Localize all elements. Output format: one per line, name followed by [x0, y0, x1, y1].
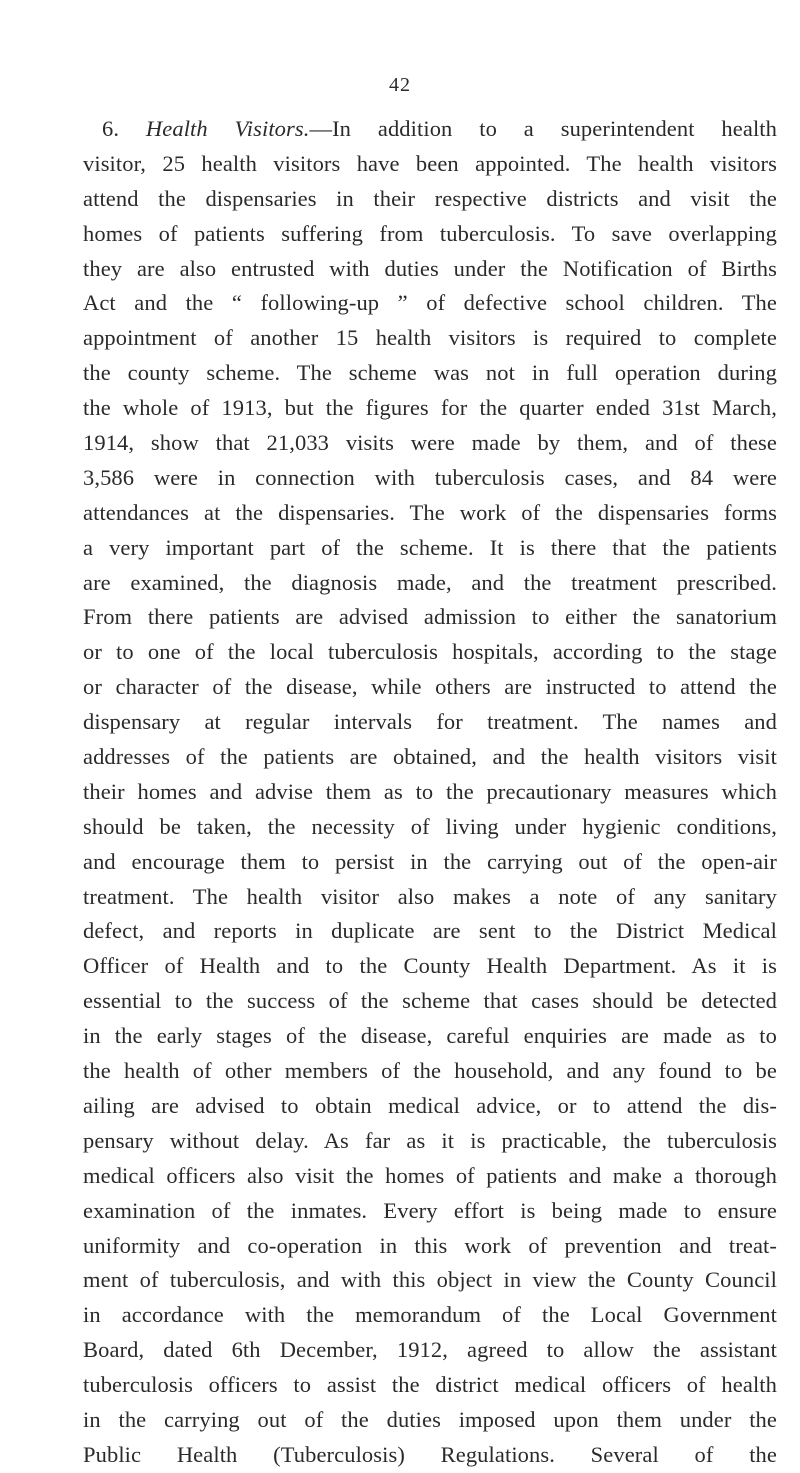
text-line: examination of the inmates. Every effort is being made to ensure — [83, 1197, 777, 1223]
section-title: Health Visitors. — [145, 116, 310, 141]
page-number: 42 — [389, 74, 411, 96]
text-line: should be taken, the necessity of living under hygienic conditions, — [83, 813, 777, 839]
text-line: in the carrying out of the duties imposed upon them under the — [83, 1406, 777, 1432]
body-paragraph — [83, 112, 777, 1473]
text-line: defect, and reports in duplicate are sent to the District Medical — [83, 918, 777, 944]
text-line: Public Health (Tuberculosis) Regulations. Several of the — [83, 1441, 777, 1467]
text-line: 3,586 were in connection with tuberculosis cases, and 84 were — [83, 464, 777, 490]
text-line: ailing are advised to obtain medical advice, or to attend the dis- — [83, 1092, 777, 1118]
text-line: are examined, the diagnosis made, and the treatment prescribed. — [83, 569, 777, 595]
text-line: in accordance with the memorandum of the Local Government — [83, 1302, 777, 1328]
text-line: they are also entrusted with duties under the Notification of Births — [83, 255, 777, 281]
text-line: dispensary at regular intervals for treatment. The names and — [83, 709, 777, 735]
text-line: the whole of 1913, but the figures for the quarter ended 31st March, — [83, 395, 777, 421]
text-line: 1914, show that 21,033 visits were made by them, and of these — [83, 430, 777, 456]
text-line: medical officers also visit the homes of patients and make a thorough — [83, 1162, 777, 1188]
text-line: visitor, 25 health visitors have been appointed. The health visitors — [83, 150, 777, 176]
text-line: attend the dispensaries in their respective districts and visit the — [83, 185, 777, 211]
text-line: uniformity and co-operation in this work of prevention and treat- — [83, 1232, 777, 1258]
text-line: appointment of another 15 health visitors is required to complete — [83, 325, 777, 351]
text-line: a very important part of the scheme. It is there that the patients — [83, 534, 777, 560]
text-line: the health of other members of the household, and any found to be — [83, 1058, 777, 1084]
text-line-content: —In addition to a superintendent health — [309, 116, 777, 141]
text-line: in the early stages of the disease, careful enquiries are made as to — [83, 1023, 777, 1049]
text-line: homes of patients suffering from tuberculosis. To save overlapping — [83, 220, 777, 246]
text-line: ment of tuberculosis, and with this object in view the County Council — [83, 1267, 777, 1293]
section-number: 6. — [102, 116, 120, 141]
text-line: pensary without delay. As far as it is practicable, the tuberculosis — [83, 1127, 777, 1153]
text-line: Board, dated 6th December, 1912, agreed to allow the assistant — [83, 1337, 777, 1363]
text-line: or character of the disease, while others are instructed to attend the — [83, 674, 777, 700]
text-line: the county scheme. The scheme was not in full operation during — [83, 360, 777, 386]
text-line: attendances at the dispensaries. The work of the dispensaries forms — [83, 499, 777, 525]
text-line: their homes and advise them as to the precautionary measures which — [83, 778, 777, 804]
text-line: essential to the success of the scheme that cases should be detected — [83, 988, 777, 1014]
text-line: addresses of the patients are obtained, and the health visitors visit — [83, 744, 777, 770]
text-line: or to one of the local tuberculosis hospitals, according to the stage — [83, 639, 777, 665]
text-line: Act and the “ following-up ” of defective school children. The — [83, 290, 777, 316]
text-line: treatment. The health visitor also makes a note of any sanitary — [83, 883, 777, 909]
text-line: tuberculosis officers to assist the district medical officers of health — [83, 1372, 777, 1398]
text-line: Officer of Health and to the County Health Department. As it is — [83, 953, 777, 979]
text-line: and encourage them to persist in the carrying out of the open-air — [83, 848, 777, 874]
text-line: From there patients are advised admission to either the sanatorium — [83, 604, 777, 630]
text-line — [83, 112, 777, 147]
